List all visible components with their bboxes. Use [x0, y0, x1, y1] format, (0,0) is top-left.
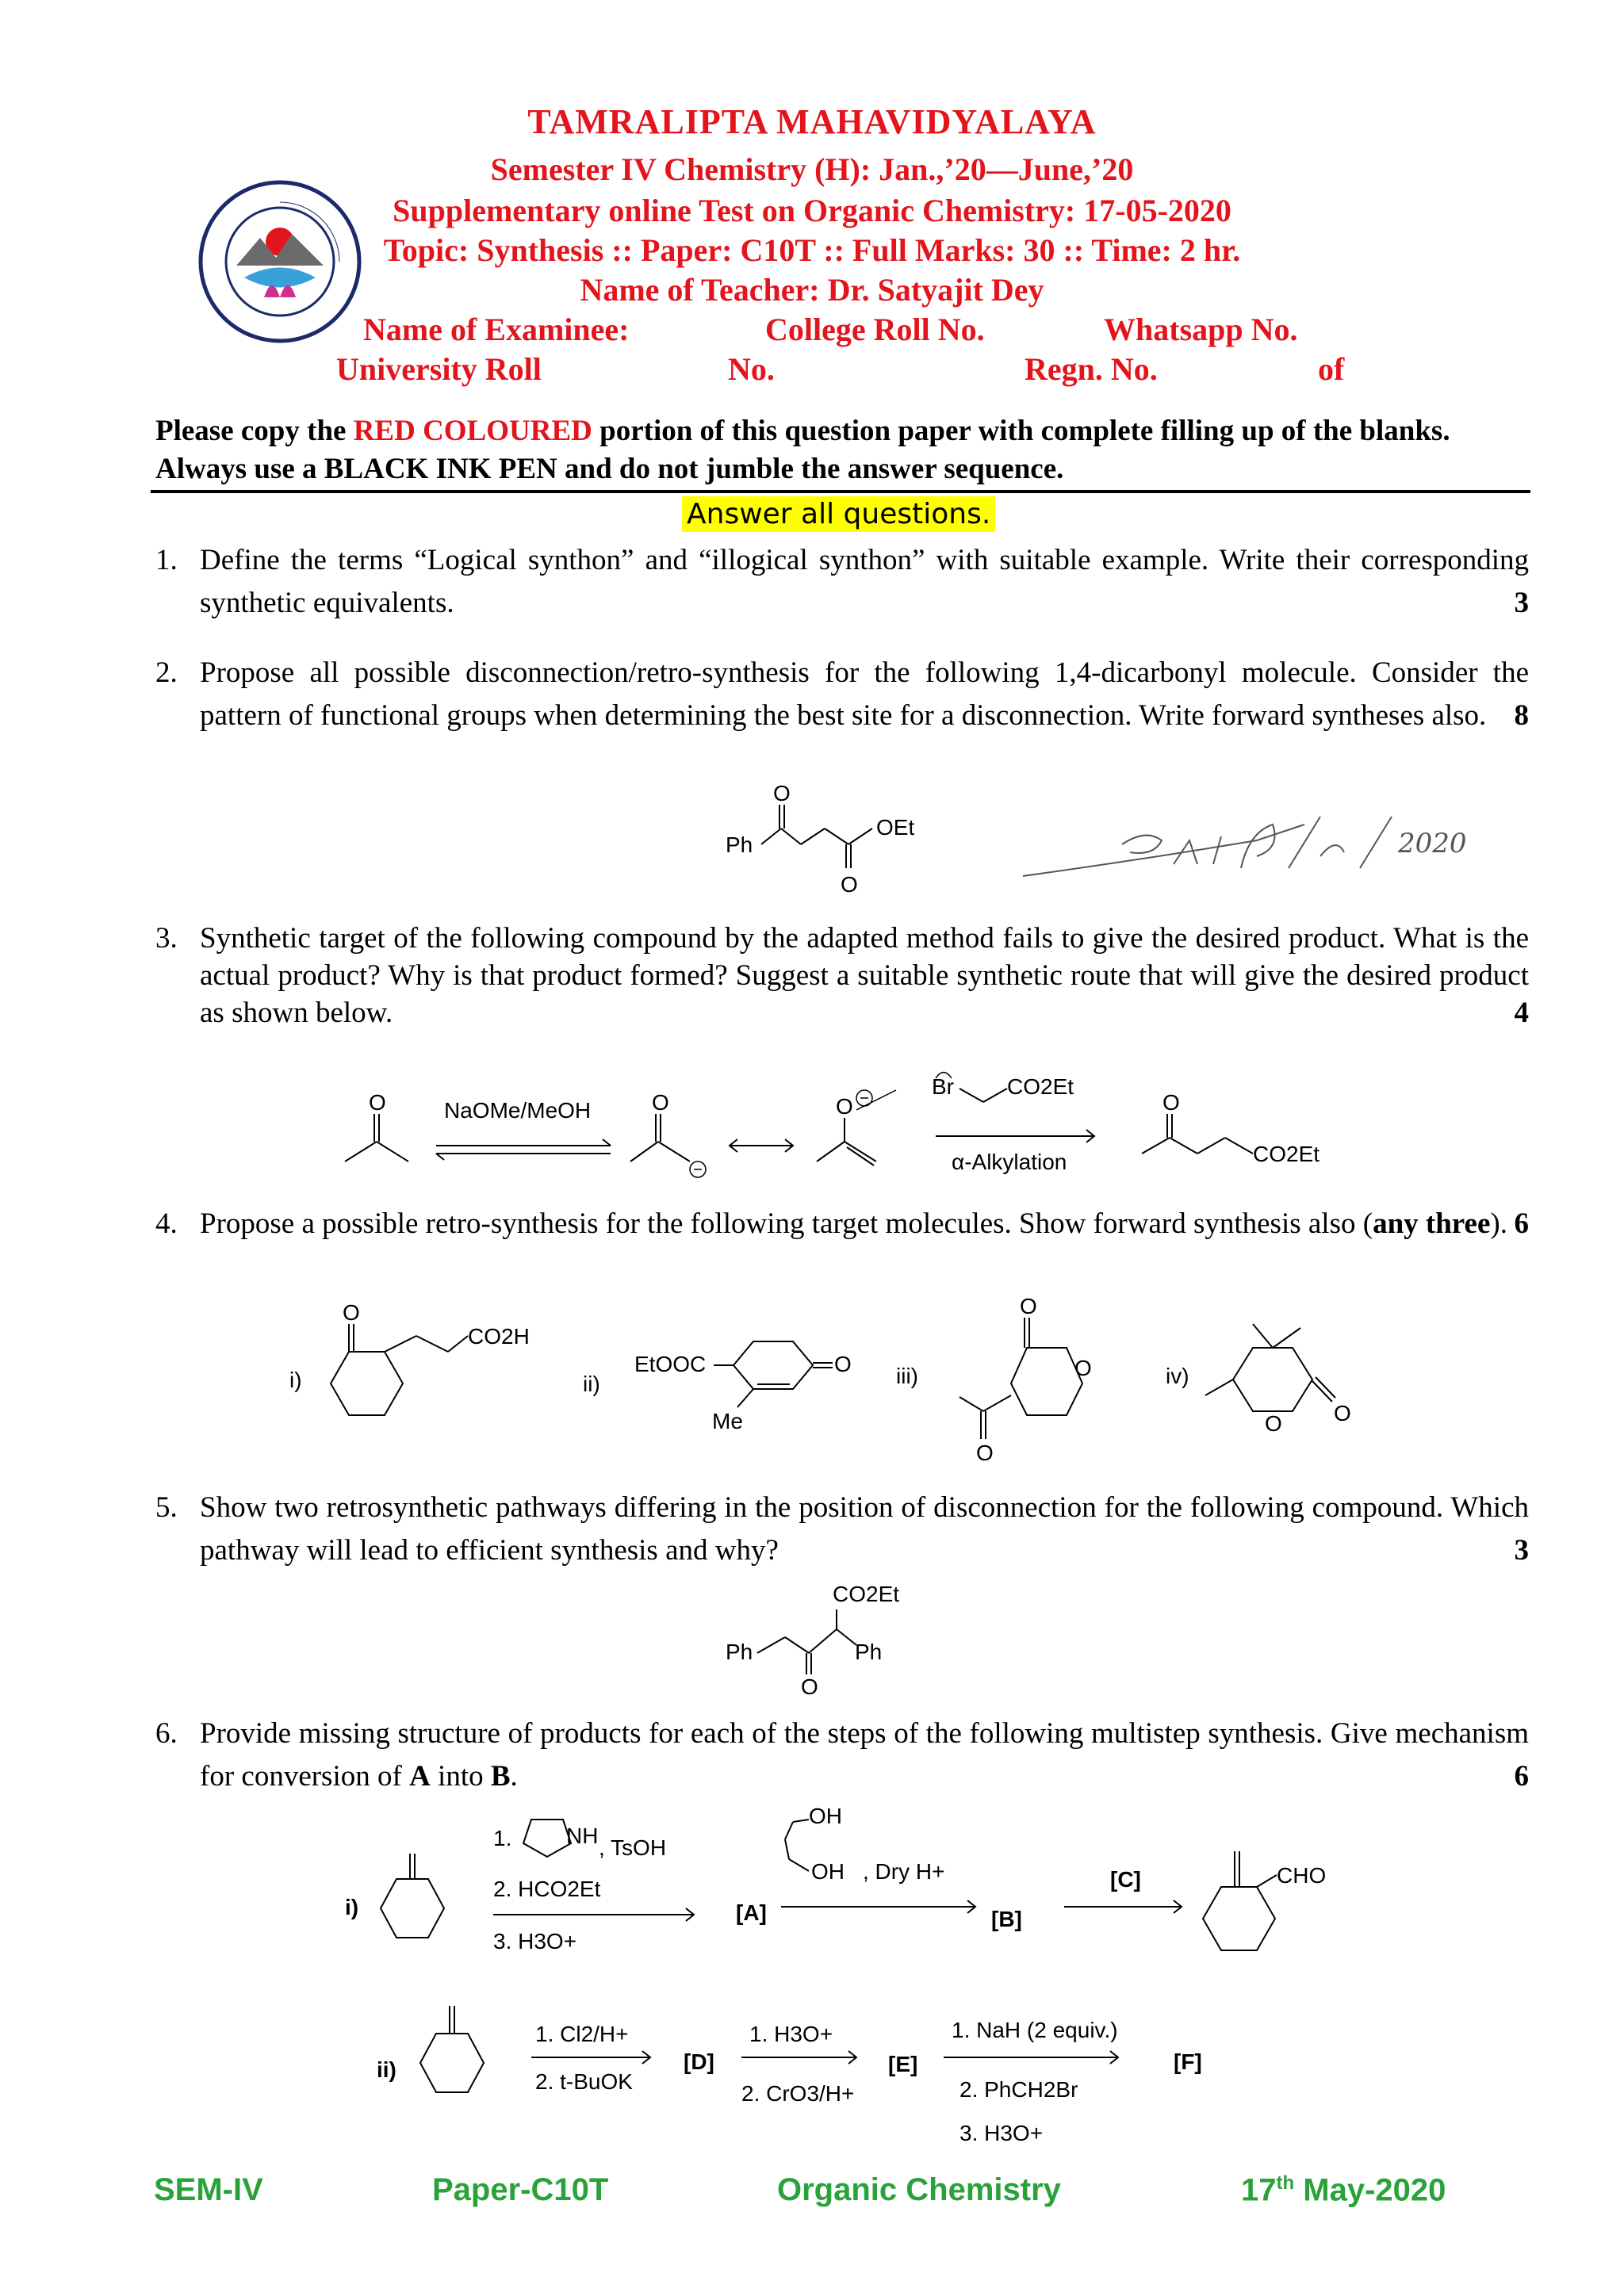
q6-scheme-ii	[373, 1970, 1324, 2152]
q3-scheme	[341, 1066, 1388, 1185]
q4-label-ii: ii)	[583, 1372, 600, 1396]
q6-B: [B]	[991, 1907, 1022, 1931]
q6-label-ii: ii)	[377, 2057, 396, 2082]
whatsapp-label: Whatsapp No.	[1104, 312, 1298, 347]
question-6	[155, 1712, 1529, 1798]
question-marks: 8	[1514, 699, 1529, 732]
q6-f2: 2. PhCH2Br	[959, 2077, 1078, 2102]
no-label: No.	[728, 351, 775, 387]
question-text: Show two retrosynthetic pathways differing in the position of disconnection for the following compound. Which pathway will lead to efficient synthesis and why?	[200, 1491, 1529, 1567]
q4-ii-o: O	[834, 1352, 852, 1376]
q2-o1: O	[773, 781, 791, 806]
question-text-mid: into	[430, 1760, 491, 1793]
footer-date-sup: th	[1276, 2172, 1295, 2194]
college-title: TAMRALIPTA MAHAVIDYALAYA	[527, 102, 1097, 141]
question-bold-b: B	[490, 1760, 511, 1793]
question-number: 3.	[155, 922, 178, 955]
question-bold-a: A	[409, 1760, 431, 1793]
q3-br: Br	[932, 1074, 954, 1099]
q6-label-i: i)	[345, 1895, 359, 1919]
q6-F: [F]	[1174, 2049, 1202, 2074]
q2-structure	[714, 781, 975, 900]
q3-o-3: O	[836, 1094, 853, 1119]
question-marks: 3	[1514, 587, 1529, 619]
question-number: 4.	[155, 1207, 178, 1240]
question-4	[155, 1205, 1529, 1242]
question-3	[155, 920, 1529, 1031]
question-5	[155, 1487, 1529, 1572]
q2-o2: O	[841, 872, 858, 897]
q4-iii-o3: O	[976, 1441, 994, 1465]
q2-oet: OEt	[876, 815, 915, 840]
header-divider	[151, 490, 1530, 493]
q4-label-i: i)	[289, 1368, 302, 1392]
q3-co2et-1: CO2Et	[1007, 1074, 1074, 1099]
q3-o-1: O	[369, 1090, 386, 1115]
q4-iv-o2: O	[1334, 1401, 1351, 1425]
q6-D: [D]	[684, 2049, 714, 2074]
question-number: 2.	[155, 656, 178, 689]
instruction-part1: Please copy the	[155, 415, 354, 447]
q4-structures	[285, 1292, 1411, 1475]
question-1	[155, 539, 1529, 625]
topic-line: Topic: Synthesis :: Paper: C10T :: Full Marks: 30 :: Time: 2 hr.	[383, 232, 1241, 268]
q4-iii-o1: O	[1020, 1294, 1037, 1318]
footer-date-rest: May-2020	[1294, 2172, 1446, 2208]
q6-E: [E]	[888, 2052, 918, 2076]
instruction	[155, 412, 1527, 488]
question-text-post: ).	[1490, 1207, 1507, 1240]
q4-iv-o1: O	[1265, 1411, 1282, 1436]
q6-A: [A]	[736, 1900, 767, 1925]
question-number: 1.	[155, 544, 178, 576]
answer-all-banner: Answer all questions.	[682, 496, 995, 532]
q4-i-co2h: CO2H	[468, 1324, 530, 1349]
q3-o-2: O	[652, 1090, 669, 1115]
q3-co2et-2: CO2Et	[1253, 1142, 1320, 1166]
q4-label-iv: iv)	[1166, 1364, 1189, 1388]
q3-o-4: O	[1162, 1090, 1180, 1115]
q6-f3: 3. H3O+	[959, 2121, 1044, 2145]
q4-label-iii: iii)	[896, 1364, 918, 1388]
q6-e1: 1. H3O+	[749, 2022, 833, 2046]
q5-structure	[714, 1578, 975, 1697]
q6-ii-1: 1. Cl2/H+	[535, 2022, 629, 2046]
regn-label: Regn. No.	[1025, 351, 1158, 387]
q6-cho: CHO	[1277, 1863, 1327, 1888]
signature-year: 2020	[1398, 828, 1467, 859]
teacher-signature	[1019, 801, 1467, 888]
of-label: of	[1318, 351, 1345, 387]
footer-sem: SEM-IV	[154, 2172, 263, 2207]
teacher-line: Name of Teacher: Dr. Satyajit Dey	[580, 272, 1044, 308]
q5-o: O	[801, 1674, 818, 1699]
question-text: Propose all possible disconnection/retro-synthesis for the following 1,4-dicarbonyl molecule. Consider the pattern of functional groups when determining the best site for a disconnection. Write forward syntheses also.	[200, 656, 1529, 732]
semester-line: Semester IV Chemistry (H): Jan.,’20—June,’20	[490, 151, 1134, 187]
q4-i-o: O	[343, 1300, 360, 1325]
q5-ph-2: Ph	[855, 1640, 883, 1664]
q6-e2: 2. CrO3/H+	[741, 2081, 855, 2106]
q6-oh-1: OH	[809, 1804, 842, 1828]
university-roll-label: University Roll	[336, 351, 542, 387]
q4-ii-me: Me	[712, 1409, 743, 1433]
question-marks: 6	[1514, 1207, 1529, 1240]
question-marks: 3	[1514, 1534, 1529, 1567]
q3-alkylation: α-Alkylation	[952, 1150, 1067, 1174]
q6-ii-2: 2. t-BuOK	[535, 2069, 633, 2094]
test-line: Supplementary online Test on Organic Chemistry: 17-05-2020	[393, 193, 1231, 228]
q3-reagent: NaOMe/MeOH	[444, 1098, 592, 1123]
footer-subject: Organic Chemistry	[777, 2172, 1061, 2207]
question-number: 6.	[155, 1717, 178, 1750]
footer-paper: Paper-C10T	[432, 2172, 609, 2207]
instruction-part2: portion of this question paper with complete filling up of the blanks. Always use a BLACK INK PEN and do not jumble the answer sequence.	[155, 415, 1450, 485]
question-text: Synthetic target of the following compound by the adapted method fails to give the desired product. What is the actual product? Why is that product formed? Suggest a suitable synthetic route that will give the desired product as shown below.	[200, 922, 1529, 1029]
q6-step2: 2. HCO2Et	[493, 1877, 601, 1901]
question-number: 5.	[155, 1491, 178, 1524]
question-marks: 4	[1514, 997, 1529, 1029]
q4-ii-etooc: EtOOC	[634, 1352, 707, 1376]
question-text-pre: Provide missing structure of products for each of the steps of the following multistep synthesis. Give mechanism for conversion of	[200, 1717, 1529, 1793]
q5-co2et: CO2Et	[833, 1582, 900, 1606]
q6-scheme-i	[341, 1804, 1451, 1966]
examinee-label: Name of Examinee:	[363, 312, 630, 347]
q2-ph: Ph	[726, 832, 753, 857]
footer-date-day: 17	[1241, 2172, 1277, 2208]
question-text-post: .	[510, 1760, 518, 1793]
q4-iii-o2: O	[1074, 1356, 1092, 1380]
question-2	[155, 652, 1529, 737]
question-text-pre: Propose a possible retro-synthesis for the following target molecules. Show forward synthesis also (	[200, 1207, 1373, 1240]
question-text-bold: any three	[1373, 1207, 1491, 1240]
q6-nh: NH	[566, 1823, 599, 1848]
q6-tsoh: , TsOH	[599, 1835, 667, 1860]
q6-dry: , Dry H+	[863, 1859, 945, 1884]
q6-step1: 1.	[493, 1826, 512, 1850]
instruction-highlight: RED COLOURED	[353, 415, 592, 447]
footer-date	[1241, 2172, 1446, 2208]
college-roll-label: College Roll No.	[765, 312, 985, 347]
q5-ph-1: Ph	[726, 1640, 753, 1664]
q6-C: [C]	[1110, 1867, 1141, 1892]
q6-f1: 1. NaH (2 equiv.)	[952, 2018, 1118, 2042]
question-text: Define the terms “Logical synthon” and “illogical synthon” with suitable example. Write their corresponding synthetic equivalents.	[200, 544, 1529, 619]
question-marks: 6	[1514, 1760, 1529, 1793]
q6-oh-2: OH	[811, 1859, 845, 1884]
q6-step3: 3. H3O+	[493, 1929, 577, 1954]
